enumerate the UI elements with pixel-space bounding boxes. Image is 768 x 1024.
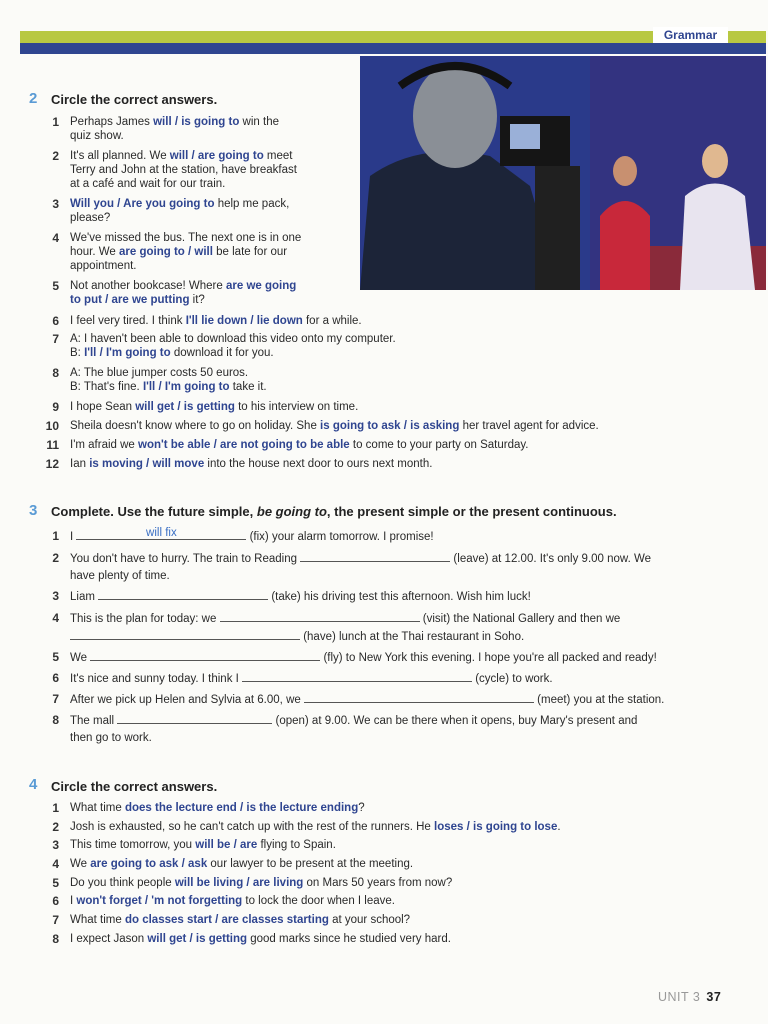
exercise-item: We (fly) to New York this evening. I hope you're all packed and ready! — [70, 652, 657, 664]
section-title: Circle the correct answers. — [51, 779, 218, 794]
unit-label: UNIT 3 — [658, 990, 701, 1004]
answer-blank[interactable] — [98, 589, 268, 600]
item-number: 8 — [52, 366, 59, 380]
section-tab: Grammar — [653, 27, 728, 43]
exercise-item-cont: have plenty of time. — [70, 570, 170, 582]
exercise-item: Ian is moving / will move into the house next door to ours next month. — [70, 458, 433, 470]
item-number: 8 — [52, 932, 59, 946]
exercise-item: Not another bookcase! Where are we going — [70, 280, 297, 292]
exercise-item: This time tomorrow, you will be / are flying to Spain. — [70, 839, 336, 851]
exercise-item: Sheila doesn't know where to go on holiday. She is going to ask / is asking her travel agent for advice. — [70, 420, 599, 432]
item-number: 7 — [52, 692, 59, 706]
item-number: 7 — [52, 913, 59, 927]
answer-blank[interactable] — [76, 529, 246, 540]
header-band-dark — [20, 43, 766, 54]
section-title: Complete. Use the future simple, be going to, the present simple or the present continuous. — [51, 504, 617, 519]
item-number: 6 — [52, 894, 59, 908]
item-number: 5 — [52, 279, 59, 293]
exercise-item-cont: appointment. — [70, 260, 137, 272]
item-number: 2 — [52, 149, 59, 163]
answer-blank[interactable] — [300, 551, 450, 562]
item-number: 3 — [52, 589, 59, 603]
answer-blank[interactable] — [242, 671, 472, 682]
exercise-item-cont: then go to work. — [70, 732, 152, 744]
exercise-item: We are going to ask / ask our lawyer to be present at the meeting. — [70, 858, 414, 870]
exercise-item: This is the plan for today: we (visit) the National Gallery and then we — [70, 613, 621, 625]
item-number: 12 — [45, 457, 59, 471]
item-number: 10 — [45, 419, 59, 433]
item-number: 5 — [52, 876, 59, 890]
page-footer — [658, 990, 721, 1004]
item-number: 4 — [52, 611, 59, 625]
section-number: 2 — [29, 90, 38, 107]
exercise-item: Liam (take) his driving test this afternoon. Wish him luck! — [70, 591, 531, 603]
exercise-item-cont: Terry and John at the station, have breakfast — [70, 164, 297, 176]
answer-blank[interactable] — [70, 629, 300, 640]
answer-blank[interactable] — [117, 713, 272, 724]
item-number: 1 — [52, 529, 59, 543]
exercise-item-cont: quiz show. — [70, 130, 124, 142]
exercise-item: It's all planned. We will / are going to meet — [70, 150, 293, 162]
item-number: 2 — [52, 551, 59, 565]
section-number: 3 — [29, 502, 38, 519]
item-number: 2 — [52, 820, 59, 834]
camera-operator-photo — [360, 56, 766, 290]
exercise-item-cont: at a café and wait for our train. — [70, 178, 226, 190]
exercise-item: A: I haven't been able to download this video onto my computer. — [70, 333, 396, 345]
exercise-item-cont: (have) lunch at the Thai restaurant in Soho. — [70, 629, 524, 644]
item-number: 4 — [52, 857, 59, 871]
exercise-item: What time do classes start / are classes starting at your school? — [70, 914, 411, 926]
item-number: 1 — [52, 115, 59, 129]
exercise-item-cont: B: I'll / I'm going to download it for you. — [70, 347, 274, 359]
exercise-item-cont: hour. We are going to / will be late for our — [70, 246, 288, 258]
section-number: 4 — [29, 776, 38, 793]
item-number: 1 — [52, 801, 59, 815]
item-number: 11 — [46, 438, 59, 452]
filled-answer: will fix — [146, 527, 177, 539]
item-number: 6 — [52, 671, 59, 685]
exercise-item: I won't forget / 'm not forgetting to lock the door when I leave. — [70, 895, 395, 907]
exercise-item: I'm afraid we won't be able / are not going to be able to come to your party on Saturday. — [70, 439, 529, 451]
item-number: 4 — [52, 231, 59, 245]
item-number: 3 — [52, 838, 59, 852]
exercise-item: After we pick up Helen and Sylvia at 6.00, we (meet) you at the station. — [70, 694, 665, 706]
exercise-item: Perhaps James will / is going to win the — [70, 116, 279, 128]
exercise-item-cont: to put / are we putting it? — [70, 294, 205, 306]
exercise-item: We've missed the bus. The next one is in one — [70, 232, 302, 244]
item-number: 7 — [52, 332, 59, 346]
exercise-item: Josh is exhausted, so he can't catch up with the rest of the runners. He loses / is going to lose. — [70, 821, 561, 833]
exercise-item: I expect Jason will get / is getting good marks since he studied very hard. — [70, 933, 451, 945]
page-number: 37 — [706, 990, 722, 1004]
exercise-item-cont: B: That's fine. I'll / I'm going to take it. — [70, 381, 267, 393]
exercise-item: The mall (open) at 9.00. We can be there when it opens, buy Mary's present and — [70, 715, 638, 727]
answer-blank[interactable] — [220, 611, 420, 622]
section-title: Circle the correct answers. — [51, 92, 218, 107]
exercise-item: I hope Sean will get / is getting to his interview on time. — [70, 401, 359, 413]
item-number: 3 — [52, 197, 59, 211]
item-number: 5 — [52, 650, 59, 664]
answer-blank[interactable] — [304, 692, 534, 703]
exercise-item: Do you think people will be living / are living on Mars 50 years from now? — [70, 877, 453, 889]
exercise-item: Will you / Are you going to help me pack, — [70, 198, 290, 210]
exercise-item-cont: please? — [70, 212, 111, 224]
exercise-item: It's nice and sunny today. I think I (cycle) to work. — [70, 673, 553, 685]
answer-blank[interactable] — [90, 650, 320, 661]
exercise-item: I feel very tired. I think I'll lie down / lie down for a while. — [70, 315, 362, 327]
exercise-item: You don't have to hurry. The train to Reading (leave) at 12.00. It's only 9.00 now. We — [70, 553, 652, 565]
exercise-item: What time does the lecture end / is the lecture ending? — [70, 802, 365, 814]
exercise-item: I will fix (fix) your alarm tomorrow. I promise! — [70, 527, 434, 543]
item-number: 9 — [52, 400, 59, 414]
item-number: 6 — [52, 314, 59, 328]
exercise-item: A: The blue jumper costs 50 euros. — [70, 367, 249, 379]
item-number: 8 — [52, 713, 59, 727]
